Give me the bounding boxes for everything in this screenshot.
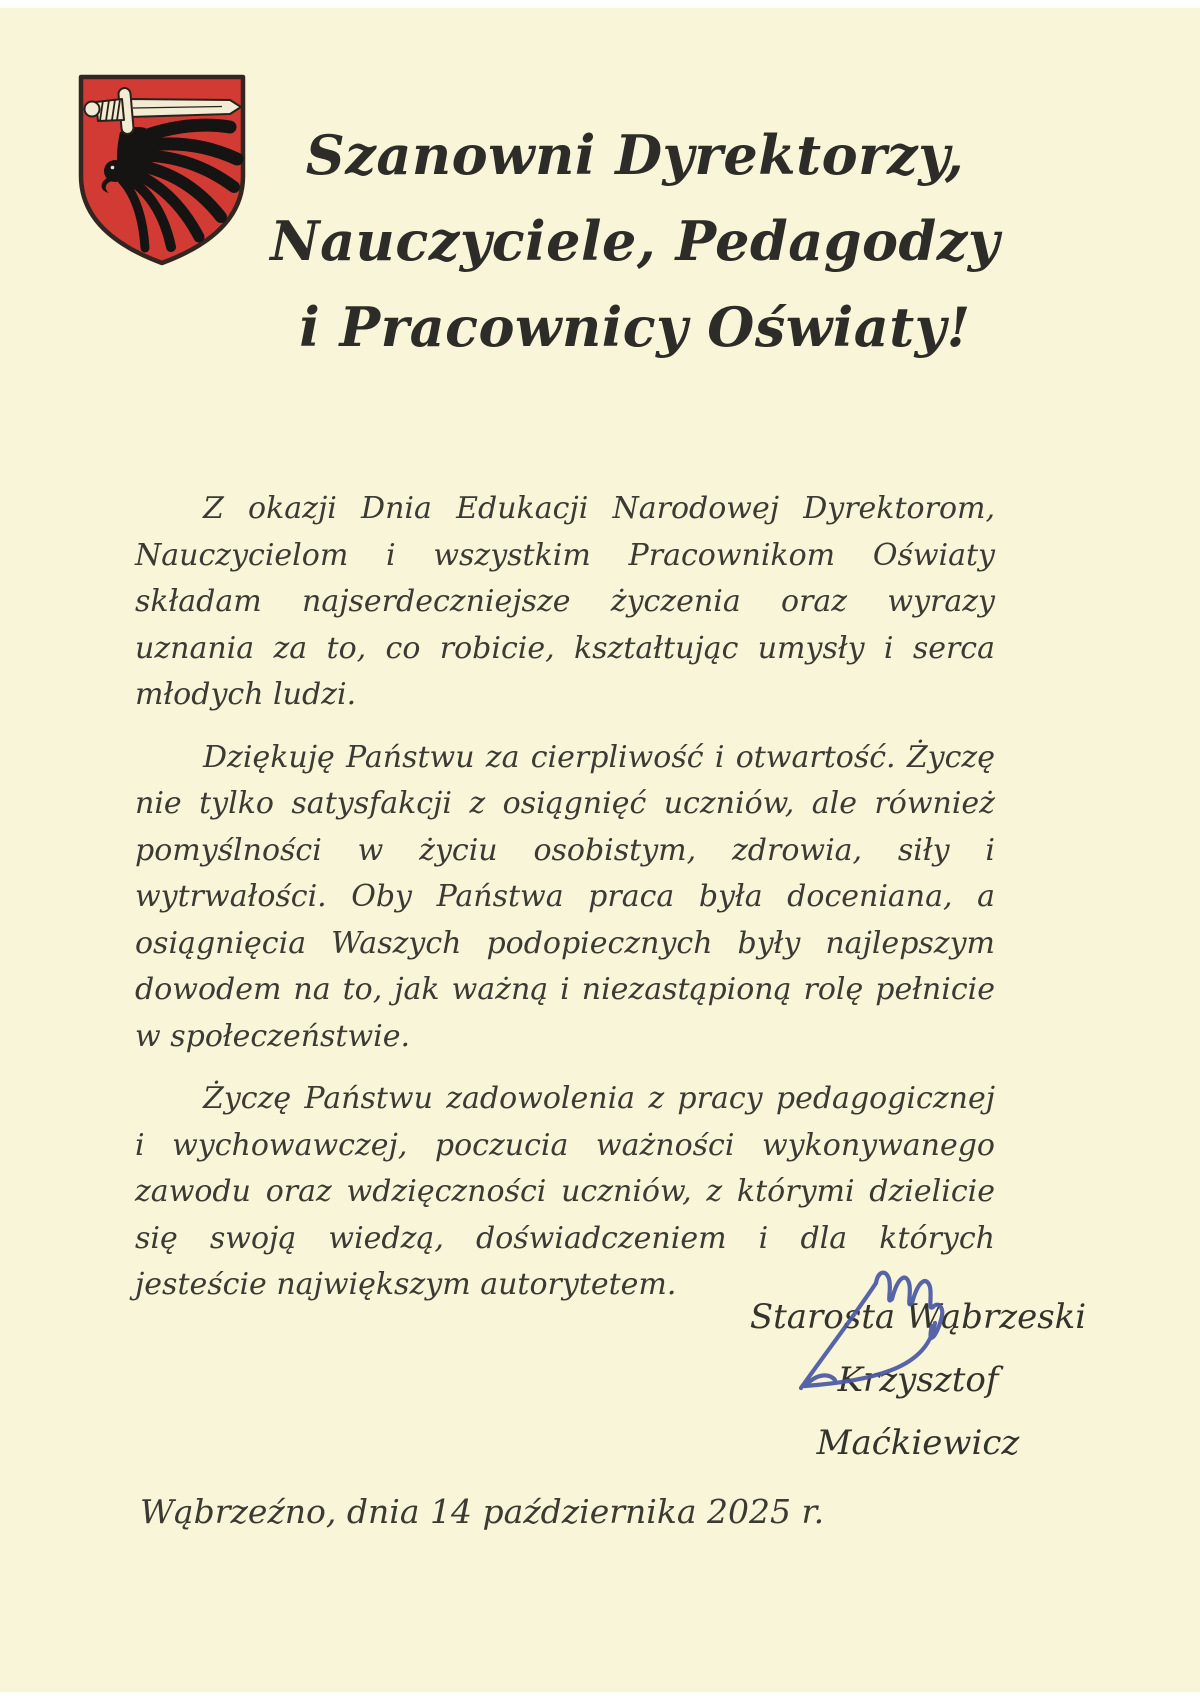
paragraph-greeting-wishes: Z okazji Dnia Edukacji Narodowej Dyrektorom, Nauczycielom i wszystkim Pracownikom Oświaty składam najserdeczniejsze życzenia oraz wyrazy uznania za to, co robicie, kształtując umysły i serca młodych ludzi. [135,491,995,712]
heading-line-3: i Pracownicy Oświaty! [299,295,971,359]
heading-line-1: Szanowni Dyrektorzy, [305,123,965,187]
signature-block [733,1286,1103,1475]
heading-line-2: Nauczyciele, Pedagodzy [270,209,1000,273]
coat-of-arms-icon [72,70,252,270]
letter-body [135,486,995,1325]
paragraph-closing-wishes: Życzę Państwu zadowolenia z pracy pedagogicznej i wychowawczej, poczucia ważności wykonywanego zawodu oraz wdzięczności uczniów, z którymi dzielicie się swoją wiedzą, doświadczeniem i dla których jesteście największym autorytetem. [135,1081,995,1302]
paragraph-thanks: Dziękuję Państwu za cierpliwość i otwartość. Życzę nie tylko satysfakcji z osiągnięć uczniów, ale również pomyślności w życiu osobistym, zdrowia, siły i wytrwałości. Oby Państwa praca była doceniana, a osiągnięcia Waszych podopiecznych były najlepszym dowodem na to, jak ważną i niezastąpioną rolę pełnicie w społeczeństwie. [135,739,995,1054]
letter-heading [235,112,1035,370]
coat-of-arms-svg [72,70,252,270]
place-and-date-line: Wąbrzeźno, dnia 14 października 2025 r. [140,1492,825,1531]
signatory-name: Krzysztof Maćkiewicz [816,1360,1020,1463]
signatory-title: Starosta Wąbrzeski [749,1297,1087,1337]
